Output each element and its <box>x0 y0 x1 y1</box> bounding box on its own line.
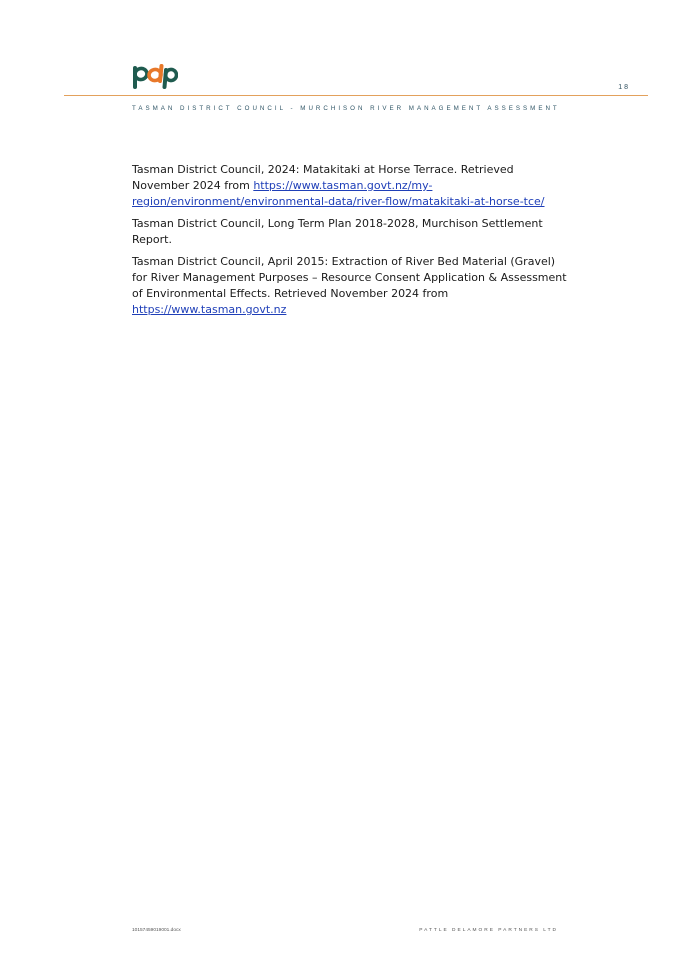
reference-link[interactable]: https://www.tasman.govt.nz <box>132 303 287 316</box>
reference-item <box>132 162 572 210</box>
page-number: 18 <box>618 84 630 91</box>
reference-link[interactable]: https://www.tasman.govt.nz/my-region/environment/environmental-data/river-flow/matakitaki-at-horse-tce/ <box>132 179 545 208</box>
reference-item <box>132 254 572 318</box>
footer-company-name: PATTLE DELAMORE PARTNERS LTD <box>419 928 558 933</box>
pdp-logo <box>132 64 178 90</box>
footer-document-id: 10157459019001.docx <box>132 928 181 933</box>
reference-text: Tasman District Council, April 2015: Extraction of River Bed Material (Gravel) for River Management Purposes – Resource Consent Application & Assessment of Environmental Effects. Retrieved November 2024 from <box>132 255 567 300</box>
document-subtitle: TASMAN DISTRICT COUNCIL - MURCHISON RIVER MANAGEMENT ASSESSMENT <box>132 105 560 112</box>
header-divider <box>64 95 648 96</box>
reference-text: Tasman District Council, 2024: Matakitaki at Horse Terrace. Retrieved November 2024 from <box>132 163 514 192</box>
reference-item <box>132 216 572 248</box>
reference-text: Tasman District Council, Long Term Plan 2018-2028, Murchison Settlement Report. <box>132 217 543 246</box>
reference-list <box>132 162 572 324</box>
